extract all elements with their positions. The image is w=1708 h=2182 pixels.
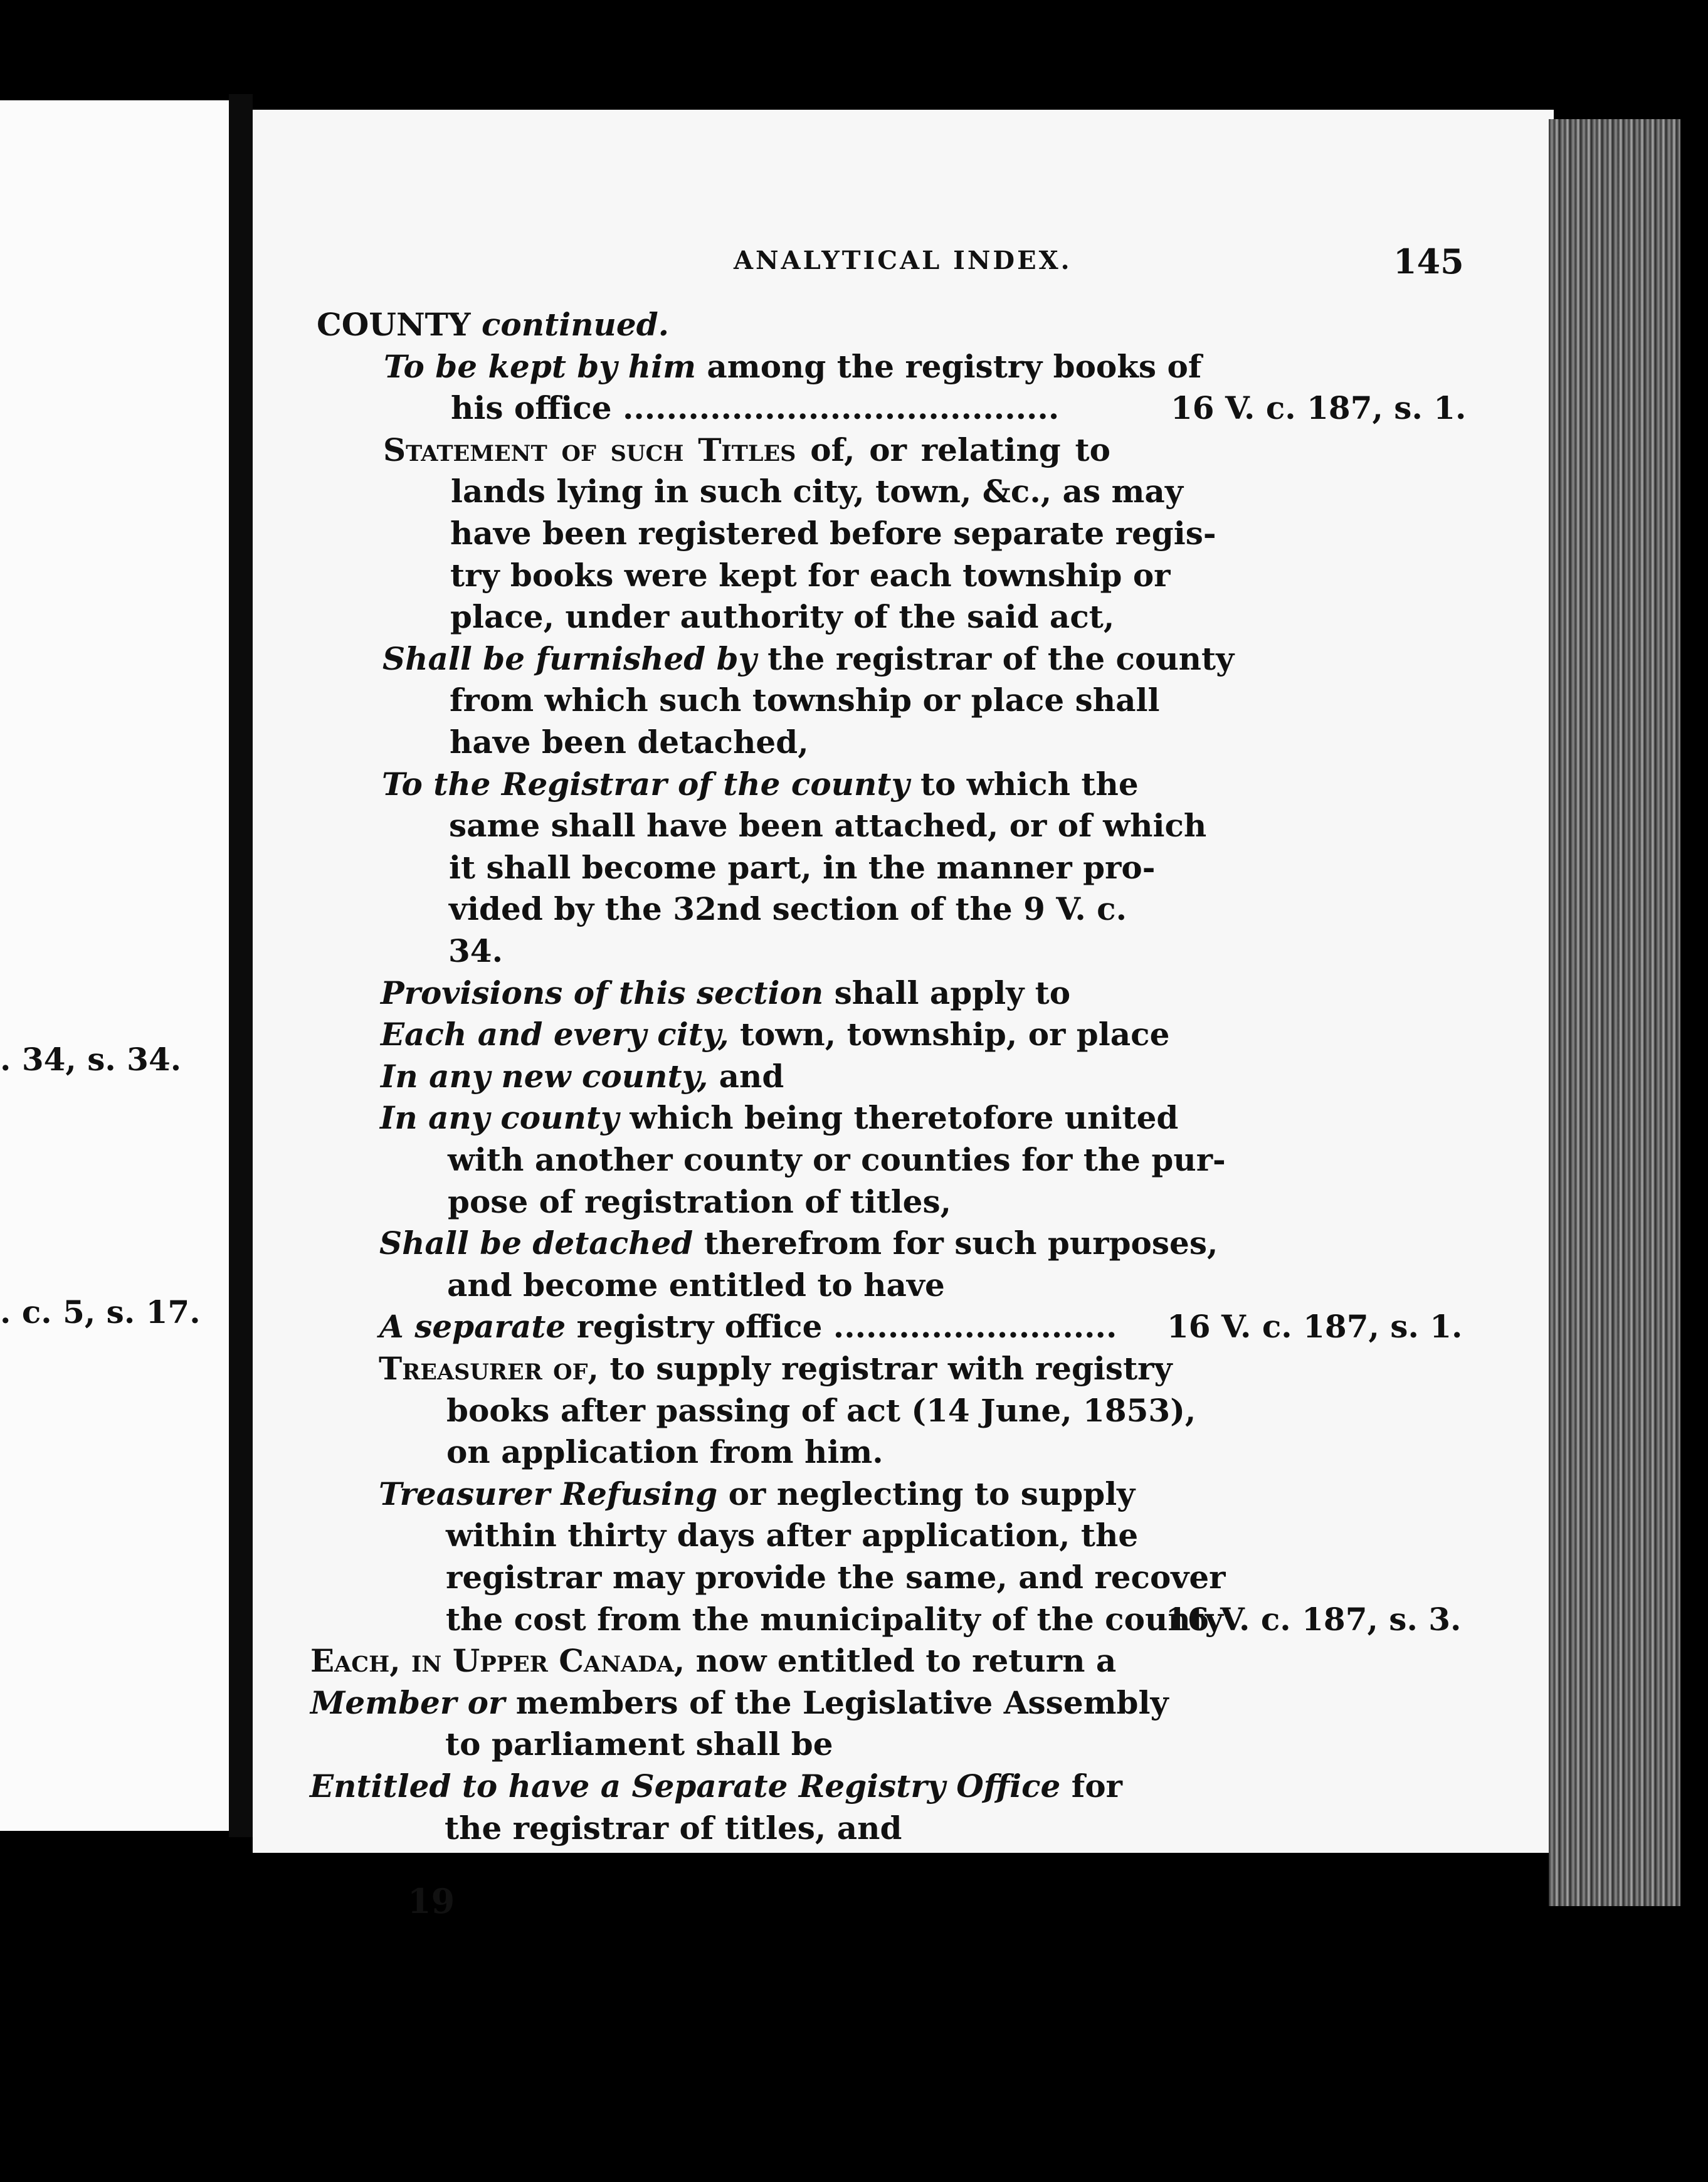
index-line-text: Each, in Upper Canada, [310,1642,685,1679]
index-line-text: same shall have been attached, or of which [449,807,1207,844]
index-line-text: with another county or counties for the pur- [448,1141,1226,1178]
index-line-text: To the Registrar of the county [382,766,910,803]
index-line-text: shall apply to [823,974,1071,1011]
index-line [450,555,1171,596]
index-line [382,764,1139,805]
index-line [448,1181,1107,1223]
statute-citation: 16 V. c. 187, s. 1. [1167,1308,1463,1345]
index-line [447,1265,1107,1306]
index-line-text: Shall be detached [379,1225,693,1262]
index-line-text: registry office .......................... [566,1308,1117,1345]
index-line [451,471,1183,512]
index-line-text: pose of registration of titles, [448,1183,952,1220]
index-line-text: 34. [448,932,503,969]
index-line [310,1766,1122,1807]
index-line [383,430,1110,471]
signature-folio: 19 [408,1881,455,1921]
index-line [448,1139,1226,1181]
index-line [449,888,1127,930]
index-line-text: the cost from the municipality of the county [446,1601,1223,1638]
index-line-text: to parliament shall be [445,1726,833,1763]
index-line-text: registrar may provide the same, and recover [446,1559,1226,1596]
index-line [380,1097,1179,1139]
index-line-text: continued. [481,306,670,343]
index-line-text: which being theretofore united [619,1099,1179,1136]
index-line [449,847,1156,888]
index-line-text: now entitled to return a [685,1642,1117,1679]
index-line [310,1682,1169,1724]
index-line-text: members of the Legislative Assembly [505,1684,1169,1721]
page-number: 145 [1393,241,1464,282]
index-line [450,596,1115,638]
index-line-text: COUNTY [317,306,482,343]
index-line-text: or neglecting to supply [717,1475,1136,1512]
index-line-text: Provisions of this section [381,974,824,1011]
index-line [446,1557,1226,1598]
index-line-text: and [708,1058,784,1095]
index-line [450,722,1109,763]
index-line [384,346,1202,387]
facing-page-reference: . c. 5, s. 17. [0,1294,201,1331]
index-line-text: have been detached, [450,724,809,761]
index-line-text: town, township, or place [729,1016,1170,1053]
index-line-text: In any county [380,1099,619,1136]
index-line-text: lands lying in such city, town, &c., as may [451,473,1183,510]
index-line-text: Statement of such Titles [383,431,796,468]
index-line [450,680,1160,721]
index-line [448,930,1108,972]
facing-page [0,100,229,1831]
index-line-text: A separate [379,1308,566,1345]
index-line-text: among the registry books of [696,348,1202,385]
index-line-text: books after passing of act (14 June, 1853), [446,1392,1196,1429]
index-line-text: from which such township or place shall [450,682,1160,719]
index-line-text: Member or [310,1684,505,1721]
index-line [379,1473,1136,1515]
index-line-text: Treasurer Refusing [379,1475,718,1512]
index-line [310,1640,1116,1682]
index-line-text: Entitled to have a Separate Registry Office [310,1768,1061,1805]
index-line-text: on application from him. [446,1433,883,1470]
index-line [446,1390,1196,1431]
index-line-text: for [1060,1768,1122,1805]
index-line-text: of, or relating to [796,431,1110,468]
index-line-text: therefrom for such purposes, [693,1225,1218,1262]
index-line [449,805,1207,846]
index-line-text: to supply registrar with registry [598,1350,1173,1387]
index-line-text: Shall be furnished by [382,640,757,677]
index-line-text: his office ........................................ [451,389,1060,426]
index-line [381,1056,1108,1097]
index-line-text: place, under authority of the said act, [450,598,1115,635]
index-line-text: In any new county, [381,1058,709,1095]
index-line-text: Each and every city, [381,1016,729,1053]
index-line [446,1431,1106,1473]
index-line-text: have been registered before separate regis- [450,515,1216,552]
index-line [451,387,1110,429]
index-line [382,638,1235,680]
index-line [450,513,1216,554]
page-edges [1549,119,1680,1906]
running-head: ANALYTICAL INDEX. [734,246,1072,275]
index-line-text: Treasurer of, [379,1350,599,1387]
index-line [381,1014,1170,1055]
index-line-text: within thirty days after application, the [446,1517,1139,1554]
statute-citation: 16 V. c. 187, s. 3. [1166,1601,1462,1638]
index-line-text: the registrar of titles, and [445,1810,902,1847]
index-line [446,1515,1139,1556]
index-line [381,972,1108,1014]
index-line [445,1808,1104,1849]
index-line-text: it shall become part, in the manner pro- [449,849,1156,886]
index-line [379,1306,1117,1347]
index-line-text: try books were kept for each township or [450,557,1171,594]
index-line [317,304,669,345]
index-line-text: to which the [909,766,1139,803]
index-line [379,1348,1173,1389]
book-gutter [229,94,253,1837]
facing-page-reference: . 34, s. 34. [0,1041,182,1078]
index-line-text: and become entitled to have [447,1267,945,1304]
index-line-text: the registrar of the county [756,640,1235,677]
statute-citation: 16 V. c. 187, s. 1. [1171,389,1467,426]
index-line-text: To be kept by him [384,348,696,385]
index-line [379,1223,1218,1264]
index-line [445,1724,1105,1765]
index-line [446,1599,1223,1640]
index-line-text: vided by the 32nd section of the 9 V. c. [449,890,1127,927]
